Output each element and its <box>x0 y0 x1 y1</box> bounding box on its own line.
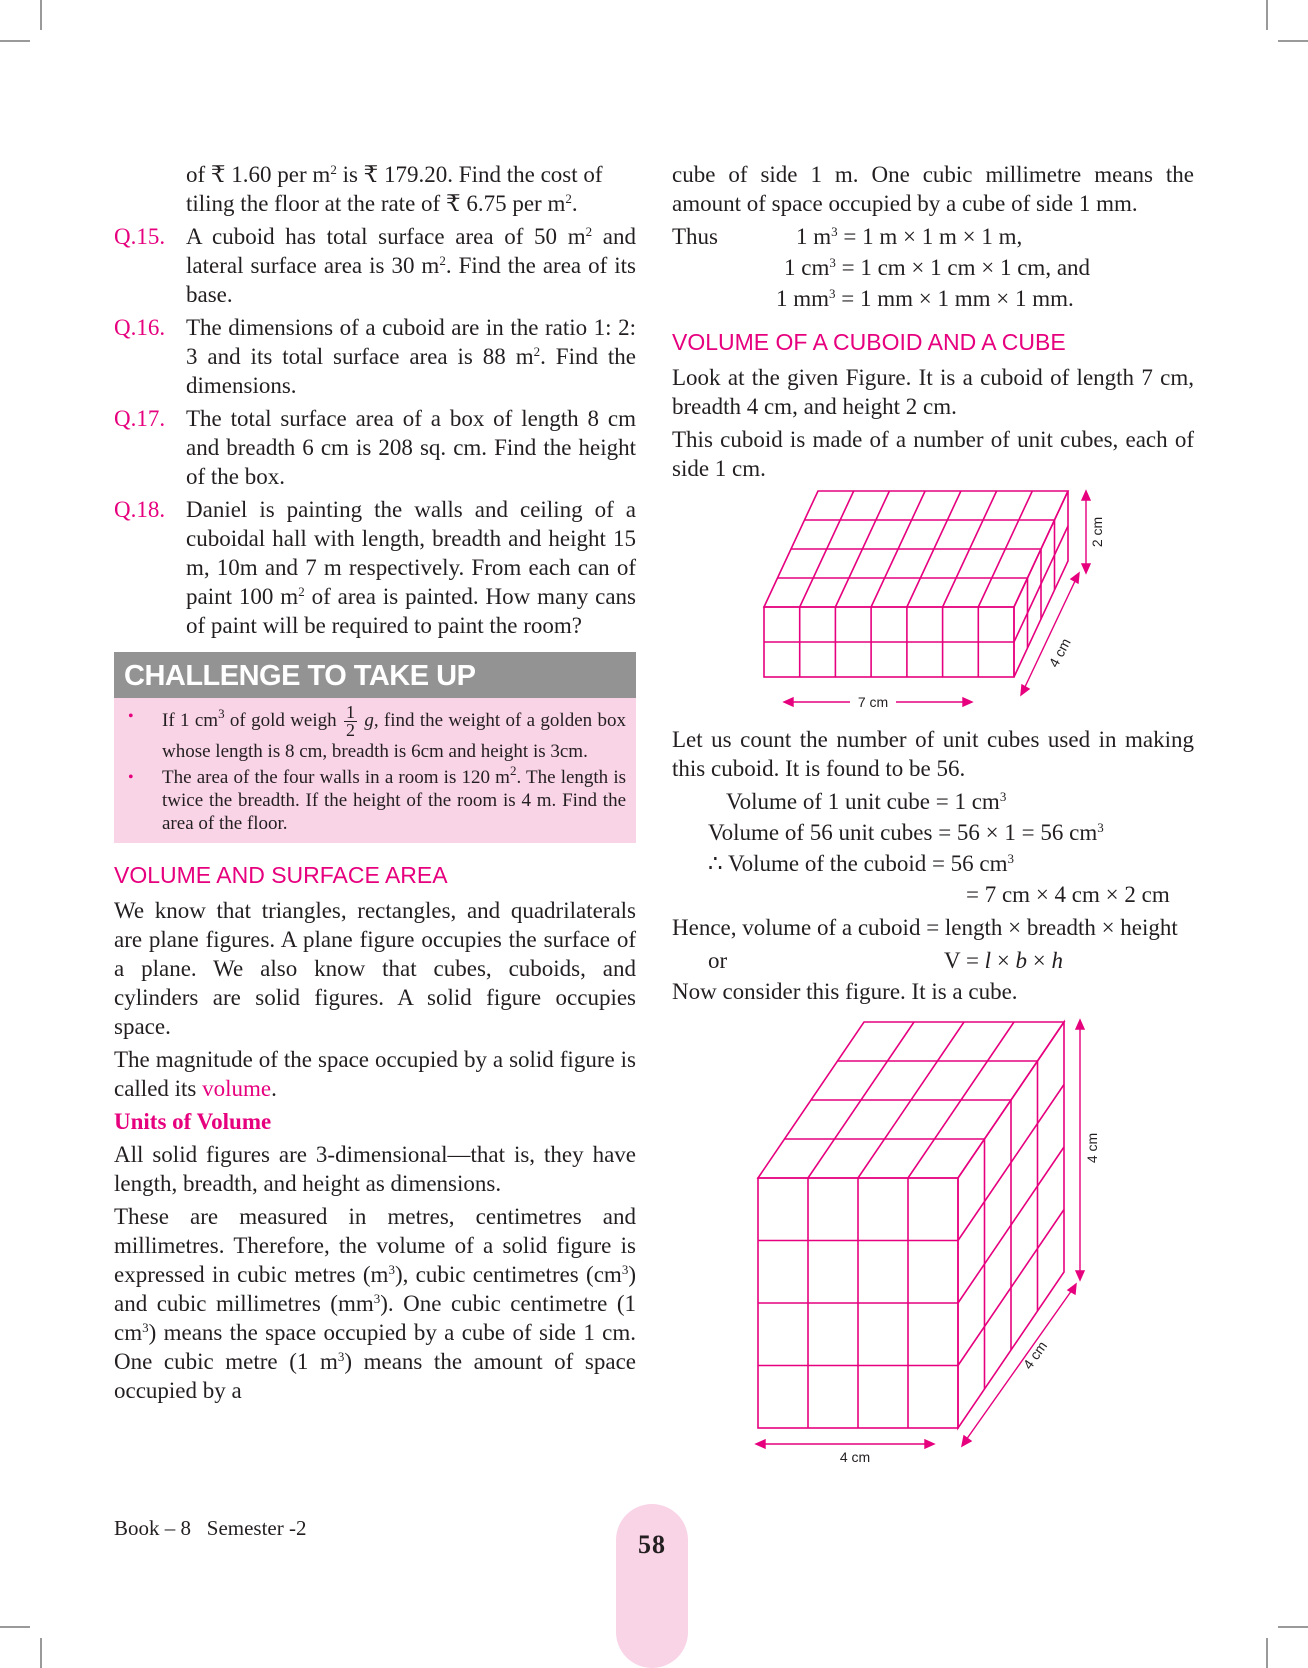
arrowhead-icon <box>1068 1284 1076 1294</box>
crop-mark <box>1266 1638 1268 1668</box>
equation-cm3: 1 $cm^3 = 1$ cm × 1 cm × 1 cm, and <box>784 255 1091 280</box>
left-column <box>114 160 636 1409</box>
paragraph: Now consider this figure. It is a cube. <box>672 979 1018 1004</box>
cuboid-figure <box>672 483 1194 725</box>
arrowhead-icon <box>1076 1020 1084 1029</box>
math-line-1: Volume of 1 unit cube = 1 $cm^3$ <box>726 789 1007 814</box>
right-column <box>672 160 1194 1465</box>
unit-equations <box>672 222 1194 312</box>
arrowhead-icon <box>1082 491 1090 500</box>
question-text: Daniel is painting the walls and ceiling of a cuboidal hall with length, breadth and height 15 m, 10m and 7 m respectively. From each can of paint 100 $m^2$ of area is painted. How many cans of paint will be required to paint the room? <box>186 497 636 638</box>
continued-line-1: of ₹ 1.60 per $m^2$ is ₹ 179.20. Find the cost of <box>186 162 603 187</box>
cube-height-label: 4 cm <box>1084 1132 1100 1164</box>
subheading-units-of-volume: Units of Volume <box>114 1109 272 1134</box>
continued-line-2: tiling the floor at the rate of ₹ 6.75 per $m^2$. <box>186 191 578 216</box>
crop-mark <box>0 40 30 42</box>
arrowhead-icon <box>1071 573 1079 583</box>
fraction-one-half: $\frac{1}{2}$ <box>345 702 355 740</box>
question-number: Q.16. <box>114 315 166 340</box>
question-16 <box>114 313 636 400</box>
math-line-2: Volume of 56 unit cubes = 56 × 1 = 56 $cm^3$ <box>708 820 1104 845</box>
question-18 <box>114 495 636 640</box>
crop-mark <box>1266 0 1268 30</box>
continued-question <box>114 160 636 218</box>
equation-m3: 1 $m^3 = 1$ m × 1 m × 1 m, <box>796 224 1023 249</box>
page-number: 58 <box>638 1530 666 1559</box>
paragraph: All solid figures are 3-dimensional—that is, they have length, breadth, and height as dimensions. <box>114 1142 636 1196</box>
page-number-tab <box>616 1504 688 1668</box>
cube-figure <box>672 1012 1194 1465</box>
cube-length-label: 4 cm <box>839 1449 871 1465</box>
volume-formula <box>672 946 1194 977</box>
challenge-item-1: • If 1 $cm^3$ of gold weigh $\frac{1}{2}$ g, find the weight of a golden box whose length is 8 cm, breadth is 6cm and height is 3cm. <box>124 704 626 764</box>
arrowhead-icon <box>1082 564 1090 573</box>
arrowhead-icon <box>756 1440 765 1448</box>
semester-label: Semester -2 <box>206 1516 307 1540</box>
cuboid-breadth-label: 4 cm <box>1045 635 1074 670</box>
paragraph: These are measured in metres, centimetres and millimetres. Therefore, the volume of a solid figure is expressed in cubic metres $(m^3)$, cubic centimetres $(cm^3)$ and cubic millimetres $(mm^3)$. One cubic centimetre (1 $cm^3$) means the space occupied by a cube of side 1 cm. One cubic metre (1 $m^3$) means the amount of space occupied by a <box>114 1204 636 1403</box>
footer <box>114 1516 307 1541</box>
arrowhead-icon <box>784 698 793 706</box>
crop-mark <box>40 1638 42 1668</box>
challenge-box <box>114 698 636 843</box>
bullet-icon: • <box>128 708 134 725</box>
paragraph: This cuboid is made of a number of unit cubes, each of side 1 cm. <box>672 427 1194 481</box>
arrowhead-icon <box>1076 1271 1084 1280</box>
thus-label: Thus <box>672 224 718 249</box>
math-line-3: ∴ Volume of the cuboid = 56 $cm^3$ <box>708 851 1015 876</box>
question-text: The dimensions of a cuboid are in the ratio 1: 2: 3 and its total surface area is 88 $m^2$. Find the dimensions. <box>186 315 637 398</box>
question-number: Q.15. <box>114 224 166 249</box>
cuboid-length-label: 7 cm <box>857 694 889 710</box>
arrowhead-icon <box>925 1440 934 1448</box>
crop-mark <box>1278 1626 1308 1628</box>
cube-breadth-label: 4 cm <box>1019 1338 1051 1373</box>
paragraph: Look at the given Figure. It is a cuboid of length 7 cm, breadth 4 cm, and height 2 cm. <box>672 365 1194 419</box>
arrowhead-icon <box>1021 685 1029 695</box>
section-heading-volume-cuboid-cube: VOLUME OF A CUBOID AND A CUBE <box>672 329 1066 355</box>
paragraph: Hence, volume of a cuboid = length × breadth × height <box>672 915 1178 940</box>
crop-mark <box>40 0 42 30</box>
term-volume: volume <box>202 1076 272 1101</box>
arrowhead-icon <box>962 1436 971 1446</box>
bullet-icon: • <box>128 769 134 786</box>
section-heading-volume-surface-area: VOLUME AND SURFACE AREA <box>114 862 448 888</box>
cuboid-height-label: 2 cm <box>1089 516 1105 548</box>
paragraph: We know that triangles, rectangles, and quadrilaterals are plane figures. A plane figure occupies the surface of a plane. We also know that cubes, cuboids, and cylinders are solid figures. A solid figure occupies space. <box>114 898 636 1039</box>
math-line-4: = 7 cm × 4 cm × 2 cm <box>966 882 1170 907</box>
crop-mark <box>1278 40 1308 42</box>
arrowhead-icon <box>963 698 972 706</box>
paragraph: cube of side 1 m. One cubic millimetre means the amount of space occupied by a cube of side 1 mm. <box>672 162 1194 216</box>
paragraph: Let us count the number of unit cubes used in making this cuboid. It is found to be 56. <box>672 727 1194 781</box>
question-text: The total surface area of a box of length 8 cm and breadth 6 cm is 208 sq. cm. Find the height of the box. <box>186 406 636 489</box>
question-17 <box>114 404 636 491</box>
or-label: or <box>708 948 728 973</box>
question-15 <box>114 222 636 309</box>
equation-mm3: 1 $mm^3 = 1$ mm × 1 mm × 1 mm. <box>776 286 1074 311</box>
book-label: Book – 8 <box>114 1516 192 1540</box>
formula: V = l × b × h <box>944 948 1064 973</box>
question-text: A cuboid has total surface area of 50 $m^2$ and lateral surface area is 30 $m^2$. Find the area of its base. <box>186 224 636 307</box>
challenge-heading: CHALLENGE TO TAKE UP <box>114 652 636 698</box>
challenge-item-2: • The area of the four walls in a room is 120 $m^2$. The length is twice the breadth. If the height of the room is 4 m. Find the area of the floor. <box>124 766 626 835</box>
question-number: Q.18. <box>114 497 166 522</box>
crop-mark <box>0 1626 30 1628</box>
paragraph: The magnitude of the space occupied by a solid figure is called its volume. <box>114 1047 636 1101</box>
question-number: Q.17. <box>114 406 166 431</box>
